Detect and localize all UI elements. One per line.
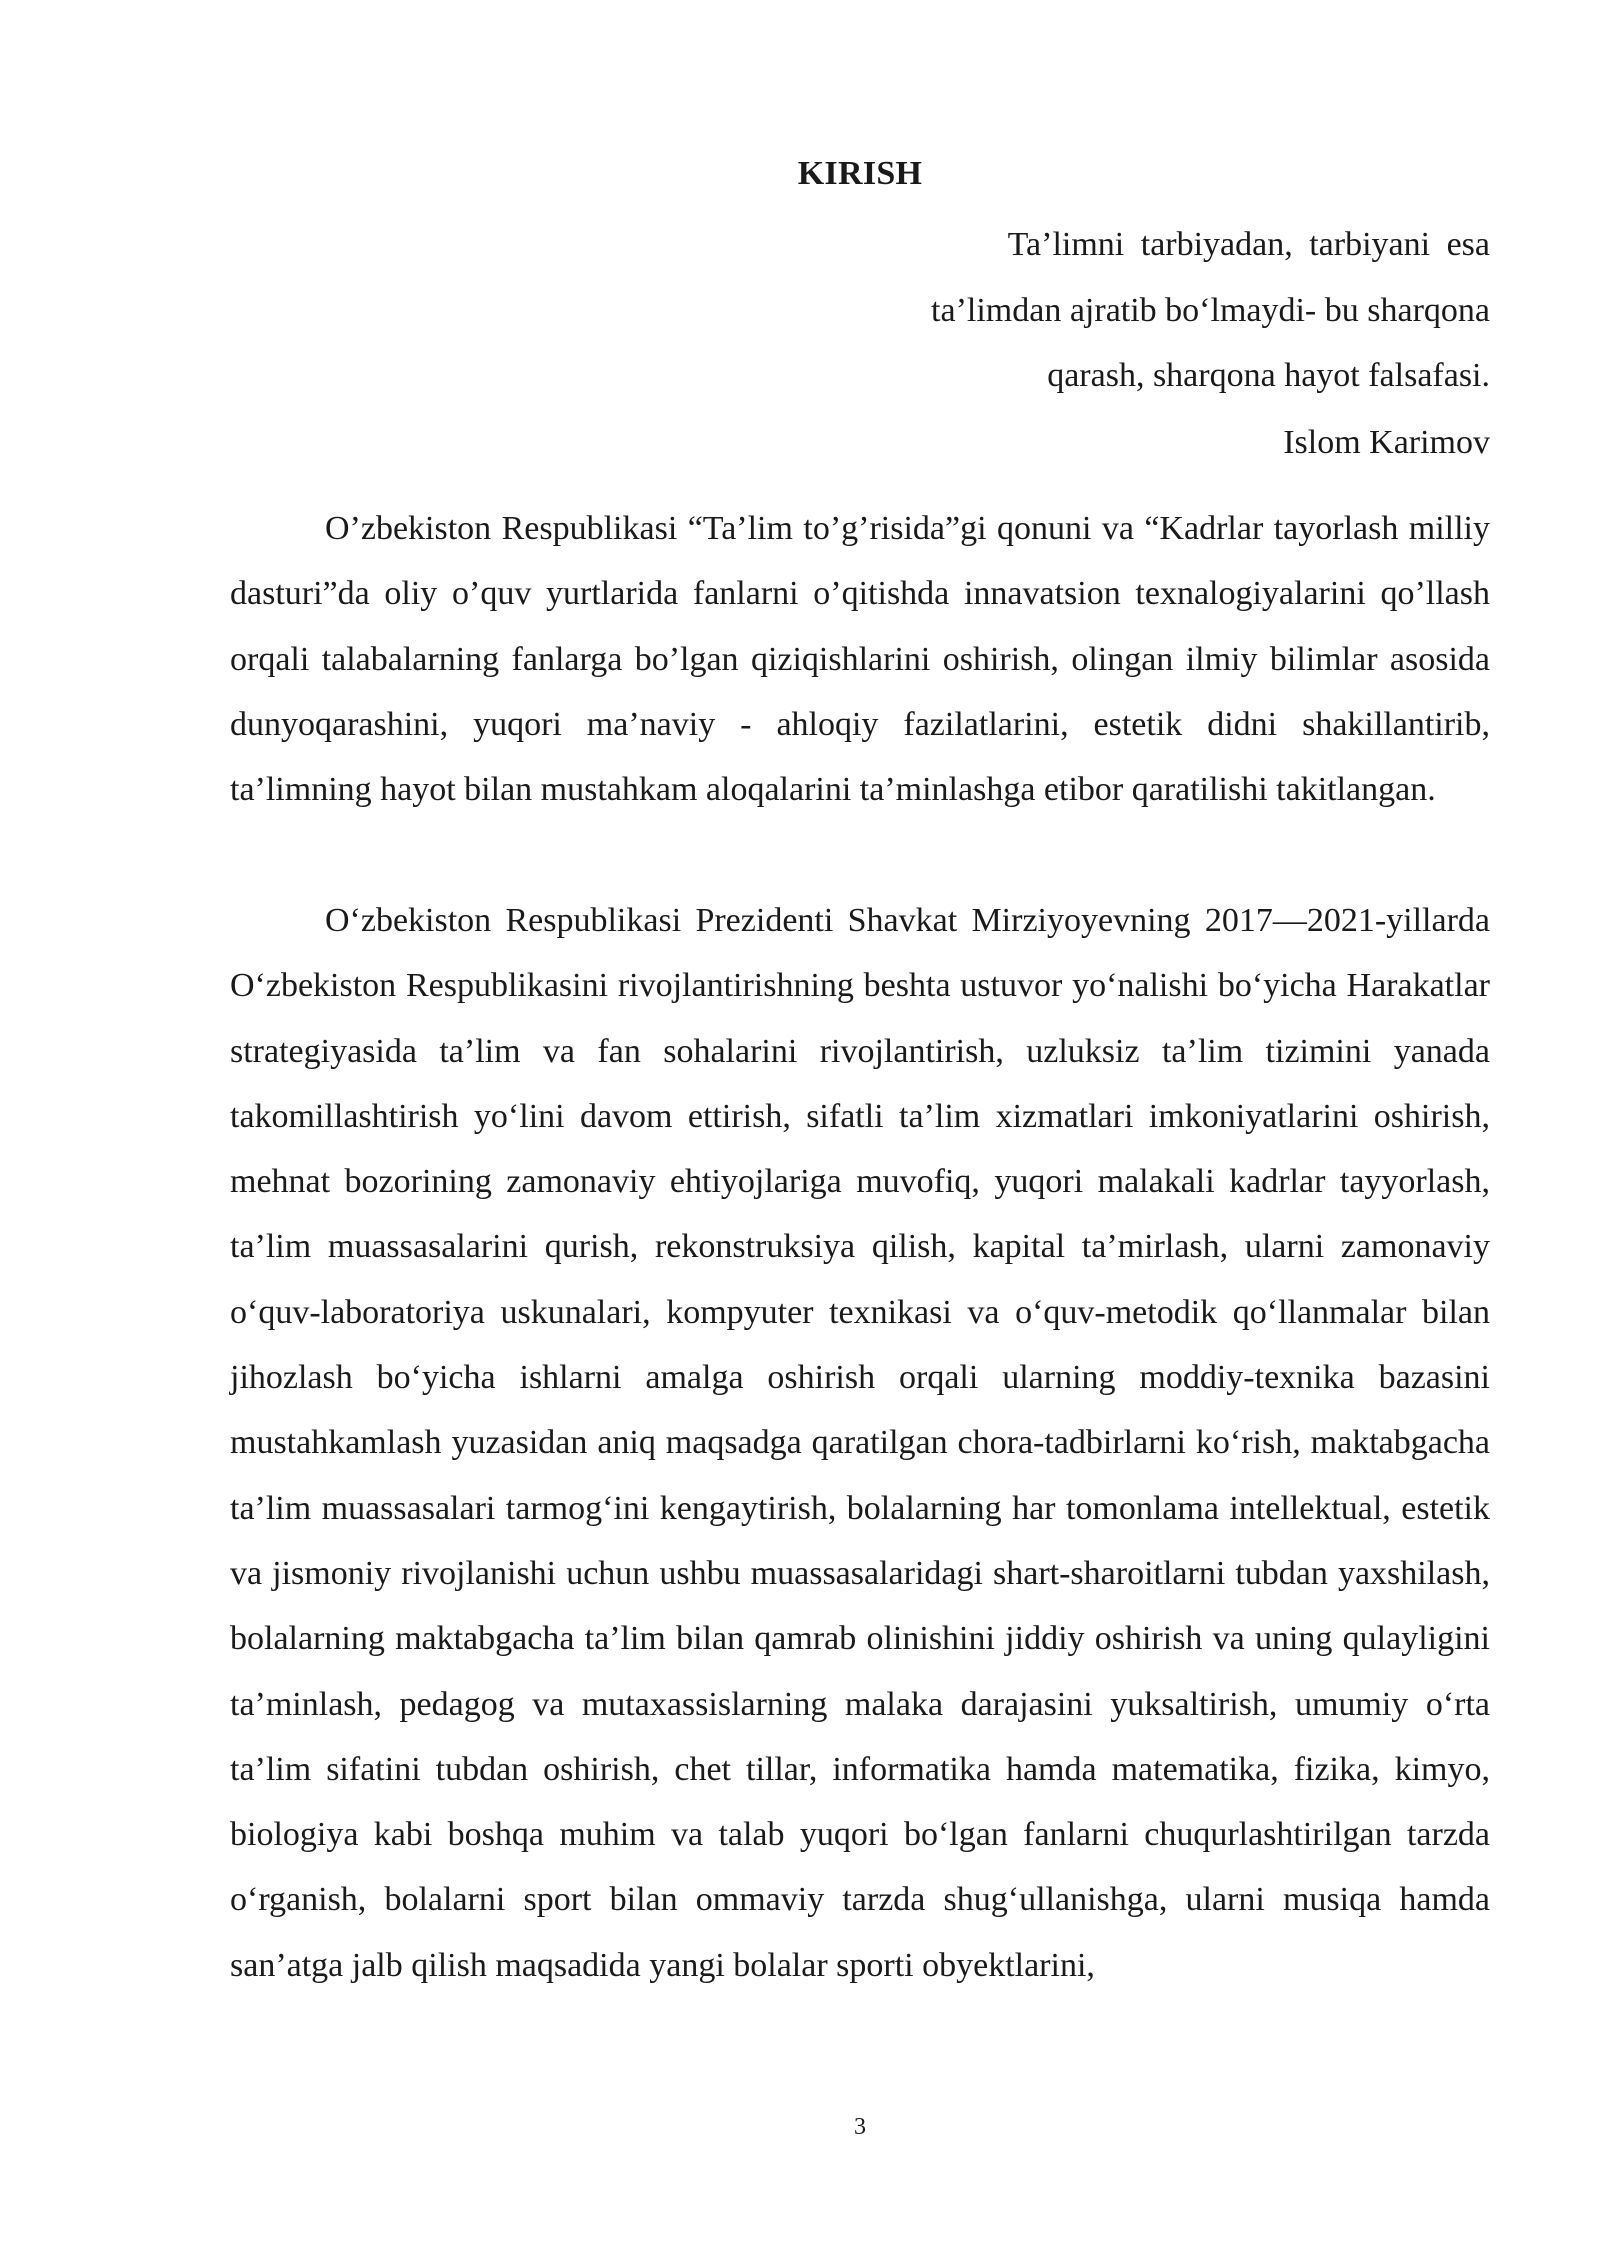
paragraph-1: O’zbekiston Respublikasi “Ta’lim to’g’risida”gi qonuni va “Kadrlar tayorlash milliy dasturi”da oliy o’quv yurtlarida fanlarni o’qitishda innavatsion texnalogiyalarini qo’llash orqali talabalarning fanlarga bo’lgan qiziqishlarini oshirish, olingan ilmiy bilimlar asosida dunyoqarashini, yuqori ma’naviy - ahloqiy fazilatlarini, estetik didni shakillantirib, ta’limning hayot bilan mustahkam aloqalarini ta’minlashga etibor qaratilishi takitlangan. [230, 510, 1490, 809]
epigraph-line-3: qarash, sharqona hayot falsafasi. [1047, 357, 1490, 394]
page-number: 3 [854, 2114, 866, 2140]
document-page [230, 0, 1490, 2262]
page-title: KIRISH [797, 155, 923, 192]
paragraph-2: O‘zbekiston Respublikasi Prezidenti Shavkat Mirziyoyevning 2017—2021-yillarda O‘zbekiston Respublikasini rivojlantirishning beshta ustuvor yo‘nalishi bo‘yicha Harakatlar strategiyasida ta’lim va fan sohalarini rivojlantirish, uzluksiz ta’lim tizimini yanada takomillashtirish yo‘lini davom ettirish, sifatli ta’lim xizmatlari imkoniyatlarini oshirish, mehnat bozorining zamonaviy ehtiyojlariga muvofiq, yuqori malakali kadrlar tayyorlash, ta’lim muassasalarini qurish, rekonstruksiya qilish, kapital ta’mirlash, ularni zamonaviy o‘quv-laboratoriya uskunalari, kompyuter texnikasi va o‘quv-metodik qo‘llanmalar bilan jihozlash bo‘yicha ishlarni amalga oshirish orqali ularning moddiy-texnika bazasini mustahkamlash yuzasidan aniq maqsadga qaratilgan chora-tadbirlarni ko‘rish, maktabgacha ta’lim muassasalari tarmog‘ini kengaytirish, bolalarning har tomonlama intellektual, estetik va jismoniy rivojlanishi uchun ushbu muassasalaridagi shart-sharoitlarni tubdan yaxshilash, bolalarning maktabgacha ta’lim bilan qamrab olinishini jiddiy oshirish va uning qulayligini ta’minlash, pedagog va mutaxassislarning malaka darajasini yuksaltirish, umumiy o‘rta ta’lim sifatini tubdan oshirish, chet tillar, informatika hamda matematika, fizika, kimyo, biologiya kabi boshqa muhim va talab yuqori bo‘lgan fanlarni chuqurlashtirilgan tarzda o‘rganish, bolalarni sport bilan ommaviy tarzda shug‘ullanishga, ularni musiqa hamda san’atga jalb qilish maqsadida yangi bolalar sporti obyektlarini, [230, 902, 1490, 1984]
epigraph-line-1: Ta’limni tarbiyadan, tarbiyani esa [1007, 226, 1490, 263]
epigraph-line-2: ta’limdan ajratib bo‘lmaydi- bu sharqona [931, 292, 1490, 329]
epigraph-author: Islom Karimov [1283, 424, 1490, 461]
